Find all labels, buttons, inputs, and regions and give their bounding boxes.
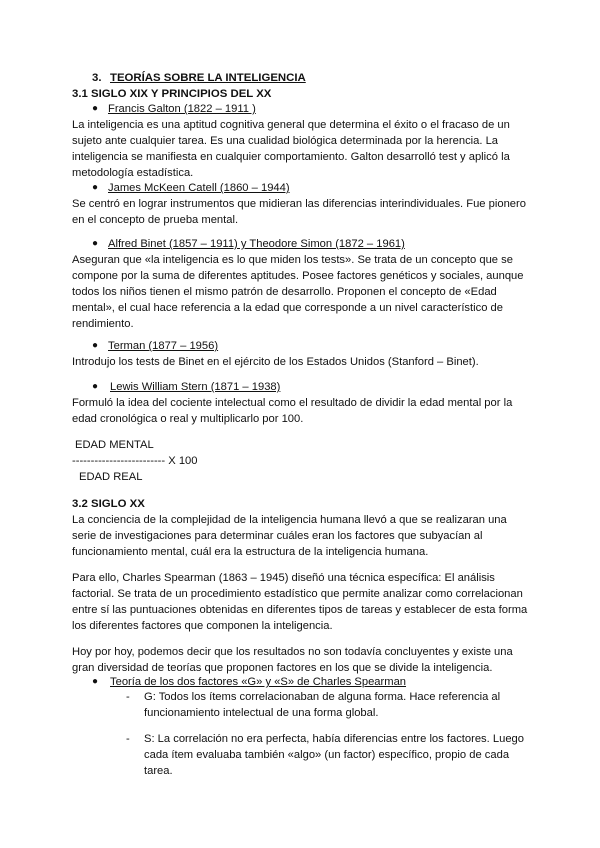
s-factor-line: cada ítem evaluaba también «algo» (un factor) específico, propio de cada [144, 749, 510, 761]
stern-line: Formuló la idea del cociente intelectual como el resultado de dividir la edad mental por la [72, 397, 513, 409]
formula-numerator: EDAD MENTAL [75, 439, 154, 451]
binet-heading: Alfred Binet (1857 – 1911) y Theodore Simon (1872 – 1961) [108, 238, 405, 250]
formula-denominator: EDAD REAL [79, 471, 143, 483]
paragraph-line: entre sí las puntuaciones obtenidas en diferentes tipos de tareas y establecer de esta forma [72, 604, 528, 616]
galton-line: La inteligencia es una aptitud cognitiva general que determina el éxito o el fracaso de un [72, 119, 510, 131]
g-factor-line: funcionamiento intelectual de una forma global. [144, 707, 379, 719]
section-title: TEORÍAS SOBRE LA INTELIGENCIA [110, 72, 306, 84]
paragraph-line: los diferentes factores que componen la inteligencia. [72, 620, 333, 632]
s-factor-line: tarea. [144, 765, 173, 777]
subsection-title-3-1: 3.1 SIGLO XIX Y PRINCIPIOS DEL XX [72, 88, 272, 100]
dash-icon: - [126, 733, 130, 745]
paragraph-line: serie de investigaciones para determinar cuáles eran los factores que subyacían al [72, 530, 483, 542]
spearman-heading: Teoría de los dos factores «G» y «S» de Charles Spearman [110, 676, 407, 688]
bullet-icon: ● [92, 182, 99, 193]
paragraph-line: funcionamiento mental, cuál era la estructura de la inteligencia humana. [72, 546, 429, 558]
paragraph-line: gran diversidad de teorías que proponen factores en los que se divide la inteligencia. [72, 662, 493, 674]
bullet-icon: ● [92, 238, 99, 249]
terman-line: Introdujo los tests de Binet en el ejército de los Estados Unidos (Stanford – Binet). [72, 356, 479, 368]
binet-line: rendimiento. [72, 318, 134, 330]
galton-line: metodología estadística. [72, 167, 194, 179]
dash-icon: - [126, 691, 130, 703]
terman-heading: Terman (1877 – 1956) [108, 340, 219, 352]
section-number: 3. [92, 72, 102, 84]
paragraph-line: Para ello, Charles Spearman (1863 – 1945) diseñó una técnica específica: El análisis [72, 572, 495, 584]
s-factor-line: S: La correlación no era perfecta, había diferencias entre los factores. Luego [144, 733, 524, 745]
bullet-icon: ● [92, 103, 99, 114]
bullet-icon: ● [92, 676, 99, 687]
paragraph-line: Hoy por hoy, podemos decir que los resultados no son todavía concluyentes y existe una [72, 646, 513, 658]
binet-line: mental», el cual hace referencia a la edad que corresponde a un nivel característico de [72, 302, 503, 314]
cattell-line: Se centró en lograr instrumentos que midieran las diferencias interindividuales. Fue pionero [72, 198, 526, 210]
stern-heading: Lewis William Stern (1871 – 1938) [110, 381, 281, 393]
stern-line: edad cronológica o real y multiplicarlo por 100. [72, 413, 304, 425]
paragraph-line: factorial. Se trata de un procedimiento estadístico que permite analizar como correlacionan [72, 588, 523, 600]
binet-line: compone por la suma de diferentes aptitudes. Posee factores genéticos y sociales, aunque [72, 270, 524, 282]
galton-line: sujeto ante cualquier tarea. Es una cualidad biológica determinada por la herencia. La [72, 135, 499, 147]
formula-line: ------------------------- X 100 [72, 455, 198, 467]
cattell-line: en el concepto de prueba mental. [72, 214, 239, 226]
subsection-title-3-2: 3.2 SIGLO XX [72, 498, 145, 510]
bullet-icon: ● [92, 340, 99, 351]
binet-line: Aseguran que «la inteligencia es lo que miden los tests». Se trata de un concepto que se [72, 254, 513, 266]
g-factor-line: G: Todos los ítems correlacionaban de alguna forma. Hace referencia al [144, 691, 501, 703]
paragraph-line: La conciencia de la complejidad de la inteligencia humana llevó a que se realizaran una [72, 514, 507, 526]
galton-heading: Francis Galton (1822 – 1911 ) [108, 103, 256, 115]
binet-line: todos los niños tienen el mismo patrón de desarrollo. Proponen el concepto de «Edad [72, 286, 497, 298]
bullet-icon: ● [92, 381, 99, 392]
cattell-heading: James McKeen Catell (1860 – 1944) [108, 182, 290, 194]
galton-line: inteligencia se manifiesta en cualquier comportamiento. Galton desarrolló test y aplicó la [72, 151, 510, 163]
